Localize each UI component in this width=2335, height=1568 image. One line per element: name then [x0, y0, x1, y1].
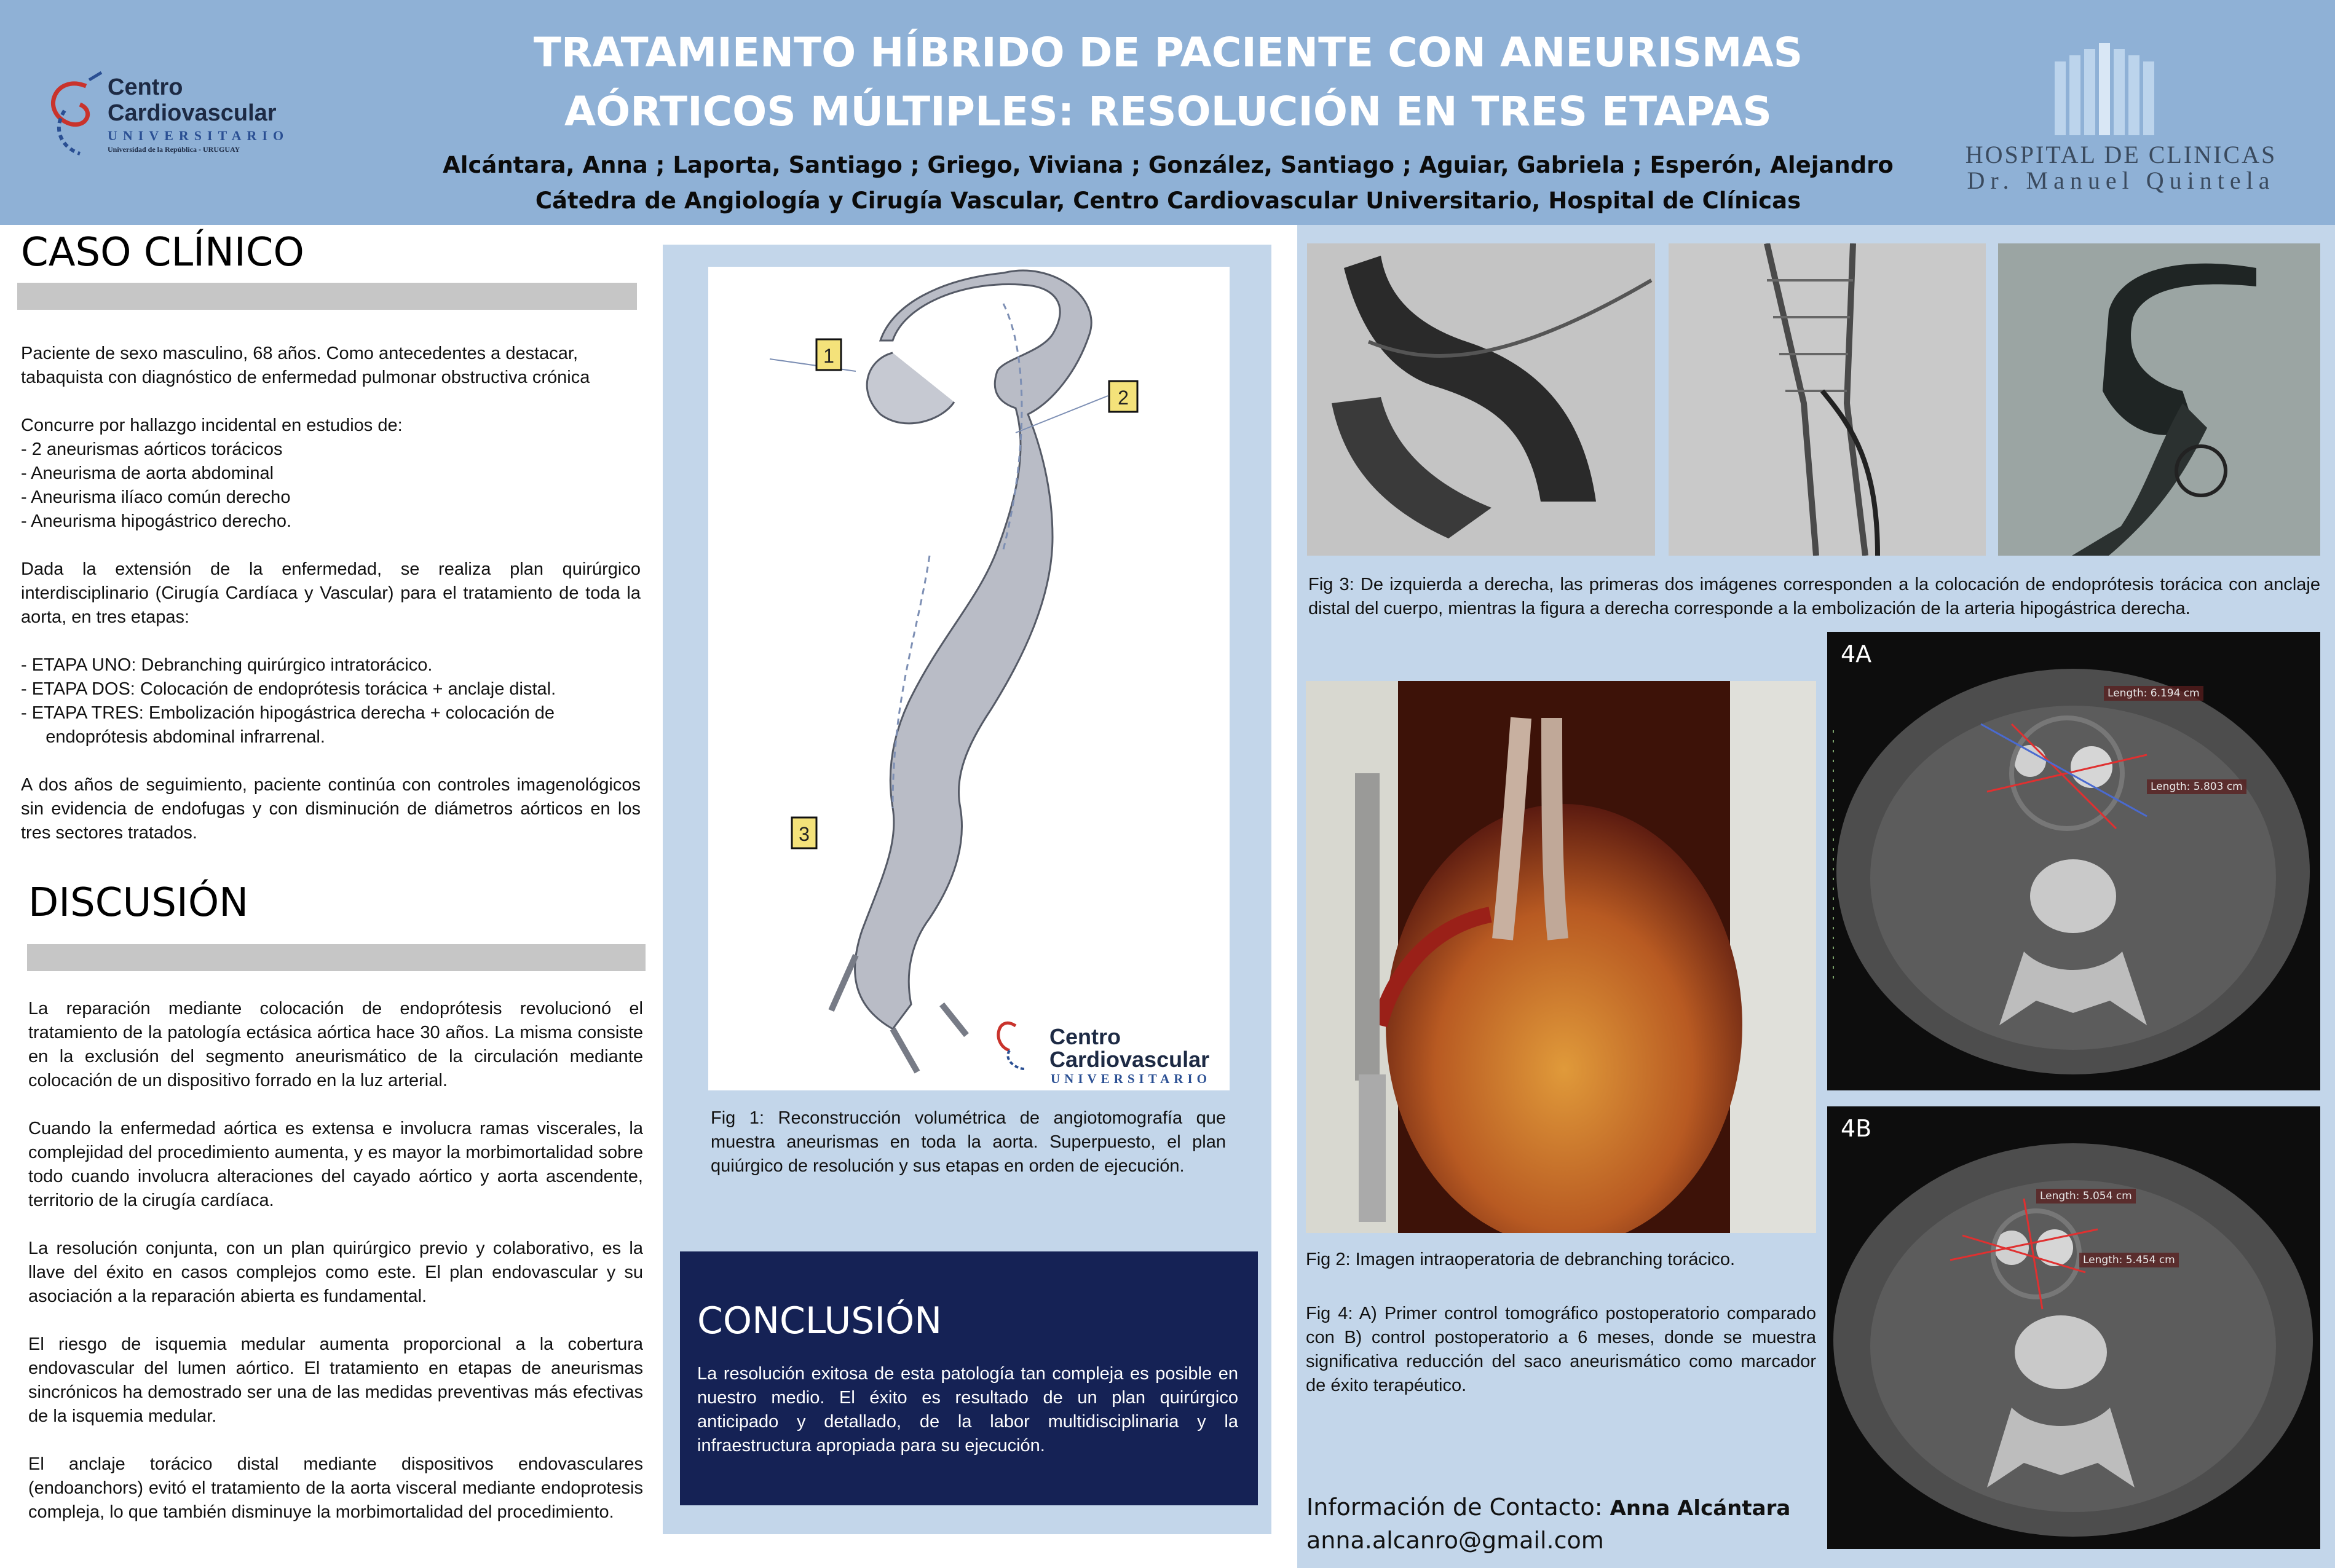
affiliation-line: Cátedra de Angiología y Cirugía Vascular, Centro Cardiovascular Universitario, Hospital de Clínicas: [535, 187, 1801, 214]
caso-list1-item: - Aneurisma de aorta abdominal: [21, 463, 274, 483]
contact-email[interactable]: anna.alcanro@gmail.com: [1306, 1527, 1604, 1554]
hospital-bars-icon: [2053, 43, 2176, 135]
fig2-caption: Fig 2: Imagen intraoperatoria de debranching torácico.: [1306, 1250, 1736, 1269]
caso-p1a: Paciente de sexo masculino, 68 años. Como antecedentes a destacar,: [21, 344, 579, 363]
fig1-caption: Fig 1: Reconstrucción volumétrica de angiotomografía que muestra aneurismas en toda la aorta. Superpuesto, el plan quiúrgico de resolución y sus etapas en orden de ejecución.: [711, 1108, 1226, 1176]
caso-list2-item: endoprótesis abdominal infrarrenal.: [21, 727, 325, 747]
hospital-subname: Dr. Manuel Quintela: [1967, 167, 2275, 194]
conclusion-title: CONCLUSIÓN: [697, 1299, 942, 1342]
fig4a-length-1: Length: 6.194 cm: [2104, 686, 2203, 701]
aorta-reconstruction-image: [708, 267, 1230, 1090]
conclusion-box: [680, 1251, 1258, 1505]
fig3-angiography-1: [1307, 243, 1655, 556]
title-line-1: TRATAMIENTO HÍBRIDO DE PACIENTE CON ANEURISMAS: [533, 29, 1803, 76]
caso-list1-item: - 2 aneurismas aórticos torácicos: [21, 439, 283, 459]
discusion-paragraph: Cuando la enfermedad aórtica es extensa e involucra ramas viscerales, la complejidad del procedimiento aumenta, y es mayor la morbimortalidad sobre todo cuando involucra alteraciones del cayado aórtico y aorta ascendente, territorio de la cirugía cardíaca.: [28, 1119, 643, 1210]
hospital-name: HOSPITAL DE CLINICAS: [1965, 141, 2277, 168]
conclusion-text: La resolución exitosa de esta patología tan compleja es posible en nuestro medio. El éxito es resultado de un plan quirúrgico anticipado y detallado, de la labor multidisciplinaria y la infraestructura apropiada para su ejecución.: [697, 1364, 1238, 1456]
caso-p1b: tabaquista con diagnóstico de enfermedad pulmonar obstructiva crónica: [21, 368, 590, 387]
marker-label: 2: [1118, 387, 1129, 409]
fig3-angiography-2: [1669, 243, 1986, 556]
heart-swirl-icon: [43, 68, 111, 160]
contact-line: [1306, 1494, 1790, 1521]
caso-p2: Concurre por hallazgo incidental en estudios de:: [21, 416, 403, 435]
fig4a-ct-scan: [1827, 632, 2320, 1090]
discusion-paragraph: La reparación mediante colocación de endoprótesis revolucionó el tratamiento de la patología ectásica aórtica hace 30 años. La misma consiste en la exclusión del segmento aneurismático de la circulación mediante colocación de un dispositivo forrado en la luz arterial.: [28, 999, 643, 1090]
watermark-swirl-icon: [998, 1023, 1016, 1050]
discusion-title: DISCUSIÓN: [28, 880, 249, 926]
watermark-text-centro: Centro: [1049, 1024, 1121, 1049]
caso-clinico-title: CASO CLÍNICO: [21, 230, 304, 275]
fig4b-length-1: Length: 5.054 cm: [2036, 1189, 2136, 1204]
authors-line: Alcántara, Anna ; Laporta, Santiago ; Griego, Viviana ; González, Santiago ; Aguiar, Gabriela ; Esperón, Alejandro: [443, 152, 1894, 178]
contact-label: Información de Contacto:: [1306, 1494, 1603, 1521]
poster-title: [430, 23, 1906, 141]
fig3-caption: Fig 3: De izquierda a derecha, las primeras dos imágenes corresponden a la colocación de endoprótesis torácica con anclaje distal del cuerpo, mientras la figura a derecha corresponde a la embolización de la arteria hipogástrica derecha.: [1308, 575, 2320, 618]
authors-block: [430, 148, 1906, 219]
logo-text-cardiovascular: Cardiovascular: [108, 100, 277, 126]
fig4-caption: Fig 4: A) Primer control tomográfico postoperatorio comparado con B) control postoperatorio a 6 meses, donde se muestra significativa reducción del saco aneurismático como marcador de éxito terapéutico.: [1306, 1304, 1816, 1395]
discusion-paragraph: La resolución conjunta, con un plan quirúrgico previo y colaborativo, es la llave del éxito en casos complejos como este. El plan endovascular y su asociación a la reparación abierta es fundamental.: [28, 1239, 643, 1306]
caso-clinico-body: [21, 342, 641, 845]
fig2-intraoperative-image: [1306, 681, 1816, 1233]
discusion-paragraph: El anclaje torácico distal mediante dispositivos endovasculares (endoanchors) evitó el tratamiento de la aorta visceral mediante endoprotesis compleja, lo que también disminuye la morbimortalidad del procedimiento.: [28, 1454, 643, 1522]
caso-list2-item: - ETAPA UNO: Debranching quirúrgico intratorácico.: [21, 655, 433, 675]
caso-clinico-bar: [17, 283, 637, 310]
fig4b-length-2: Length: 5.454 cm: [2079, 1253, 2179, 1267]
caso-p3: Dada la extensión de la enfermedad, se realiza plan quirúrgico interdisciplinario (Cirugía Cardíaca y Vascular) para el tratamiento de toda la aorta, en tres etapas:: [21, 559, 641, 627]
contact-name: Anna Alcántara: [1610, 1496, 1791, 1521]
fig4a-length-2: Length: 5.803 cm: [2147, 779, 2246, 794]
logo-text-universitario: UNIVERSITARIO: [108, 128, 290, 143]
caso-p4: A dos años de seguimiento, paciente continúa con controles imagenológicos sin evidencia de endofugas y con disminución de diámetros aórticos en los tres sectores tratados.: [21, 775, 641, 843]
caso-list1-item: - Aneurisma hipogástrico derecho.: [21, 511, 292, 531]
marker-label: 1: [823, 345, 834, 367]
title-line-2: AÓRTICOS MÚLTIPLES: RESOLUCIÓN EN TRES ETAPAS: [564, 88, 1772, 135]
hospital-clinicas-logo: [1943, 37, 2287, 197]
logo-text-udelar: Universidad de la República - URUGUAY: [108, 145, 240, 154]
discusion-body: [28, 997, 643, 1524]
fig3-angiography-3: [1998, 243, 2320, 556]
watermark-text-cardiovascular: Cardiovascular: [1049, 1047, 1210, 1072]
centro-cardiovascular-logo: [43, 61, 301, 172]
poster-header: [0, 0, 2335, 225]
discusion-paragraph: El riesgo de isquemia medular aumenta proporcional a la cobertura endovascular del lumen aórtico. El tratamiento en etapas de aneurismas sincrónicos ha demostrado ser una de las medidas preventivas más efectivas de la isquemia medular.: [28, 1334, 643, 1426]
caso-list2-item: - ETAPA TRES: Embolización hipogástrica derecha + colocación de: [21, 703, 555, 723]
fig4b-ct-scan: [1827, 1106, 2320, 1549]
logo-text-centro: Centro: [108, 74, 183, 100]
discusion-bar: [27, 944, 646, 971]
marker-label: 3: [799, 823, 810, 845]
caso-list1-item: - Aneurisma ilíaco común derecho: [21, 487, 291, 507]
caso-list2-item: - ETAPA DOS: Colocación de endoprótesis torácica + anclaje distal.: [21, 679, 556, 699]
aorta-reconstruction-figure: [708, 267, 1230, 1090]
watermark-text-universitario: UNIVERSITARIO: [1051, 1071, 1211, 1086]
fig4a-label: 4A: [1841, 640, 1872, 668]
fig4b-label: 4B: [1841, 1115, 1872, 1142]
